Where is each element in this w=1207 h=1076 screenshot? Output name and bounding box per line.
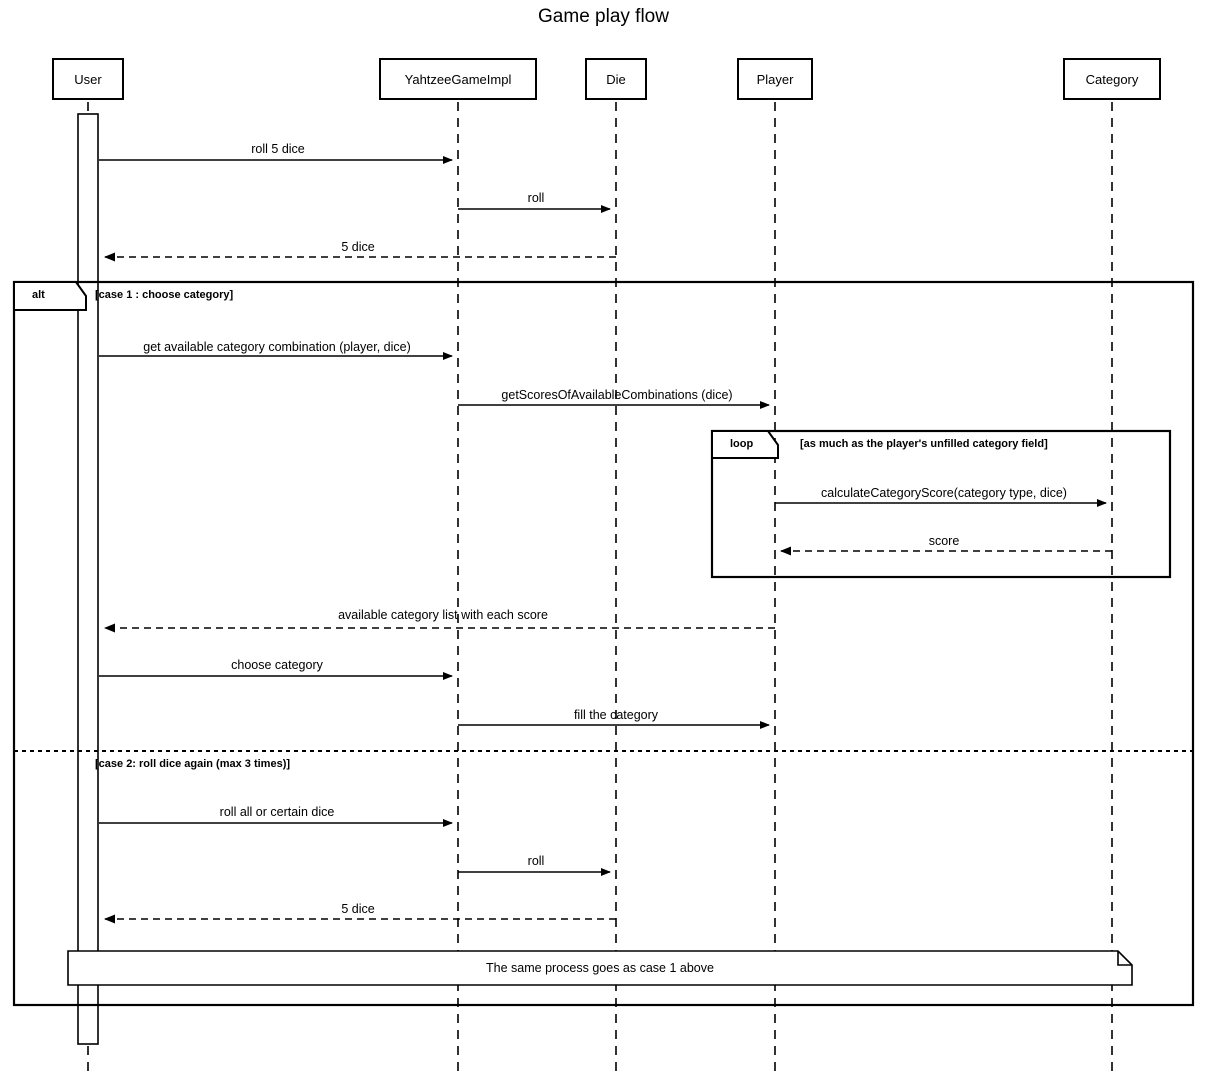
note-label-same-process: The same process goes as case 1 above xyxy=(486,961,714,975)
lifeline-label-player: Player xyxy=(756,71,794,87)
lifeline-head-yahtzeegameimpl[interactable] xyxy=(379,58,537,100)
message-label-5-dice-2: 5 dice xyxy=(341,902,375,916)
message-label-available-category-list: available category list with each score xyxy=(338,608,548,622)
message-label-fill-the-category: fill the category xyxy=(573,708,659,722)
lifeline-label-yahtzeegameimpl: YahtzeeGameImpl xyxy=(404,71,512,87)
message-label-calculate-category-score: calculateCategoryScore(category type, dice) xyxy=(821,486,1067,500)
fragment-condition-case-1: [case 1 : choose category] xyxy=(95,289,234,301)
fragment-condition-loop: [as much as the player's unfilled category field] xyxy=(800,438,1048,450)
fragment-tag-loop: loop xyxy=(730,438,754,450)
lifeline-head-player[interactable] xyxy=(737,58,813,100)
message-label-choose-category: choose category xyxy=(231,658,323,672)
activation-bar-user xyxy=(78,114,98,1044)
fragment-tag-alt: alt xyxy=(32,289,45,301)
message-label-get-scores-of-available-combinations: getScoresOfAvailableCombinations (dice) xyxy=(501,388,733,402)
lifeline-head-category[interactable] xyxy=(1063,58,1161,100)
message-label-roll-5-dice: roll 5 dice xyxy=(251,142,305,156)
message-label-get-available-category-combination: get available category combination (player, dice) xyxy=(143,340,411,354)
fragment-loop-outline xyxy=(712,431,1170,577)
lifeline-head-user[interactable] xyxy=(52,58,124,100)
fragment-condition-case-2: [case 2: roll dice again (max 3 times)] xyxy=(95,758,291,770)
lifeline-label-die: Die xyxy=(606,71,626,87)
page-title: Game play flow xyxy=(538,6,669,27)
message-label-5-dice-1: 5 dice xyxy=(341,240,375,254)
lifeline-label-category: Category xyxy=(1085,71,1139,87)
message-label-roll-all-or-certain-dice: roll all or certain dice xyxy=(219,805,335,819)
message-label-roll-die-2: roll xyxy=(527,854,545,868)
message-label-roll-die-1: roll xyxy=(527,191,545,205)
lifeline-lines xyxy=(88,102,1112,1072)
lifeline-head-die[interactable] xyxy=(585,58,647,100)
message-label-score: score xyxy=(928,534,960,548)
lifeline-label-user: User xyxy=(74,71,102,87)
